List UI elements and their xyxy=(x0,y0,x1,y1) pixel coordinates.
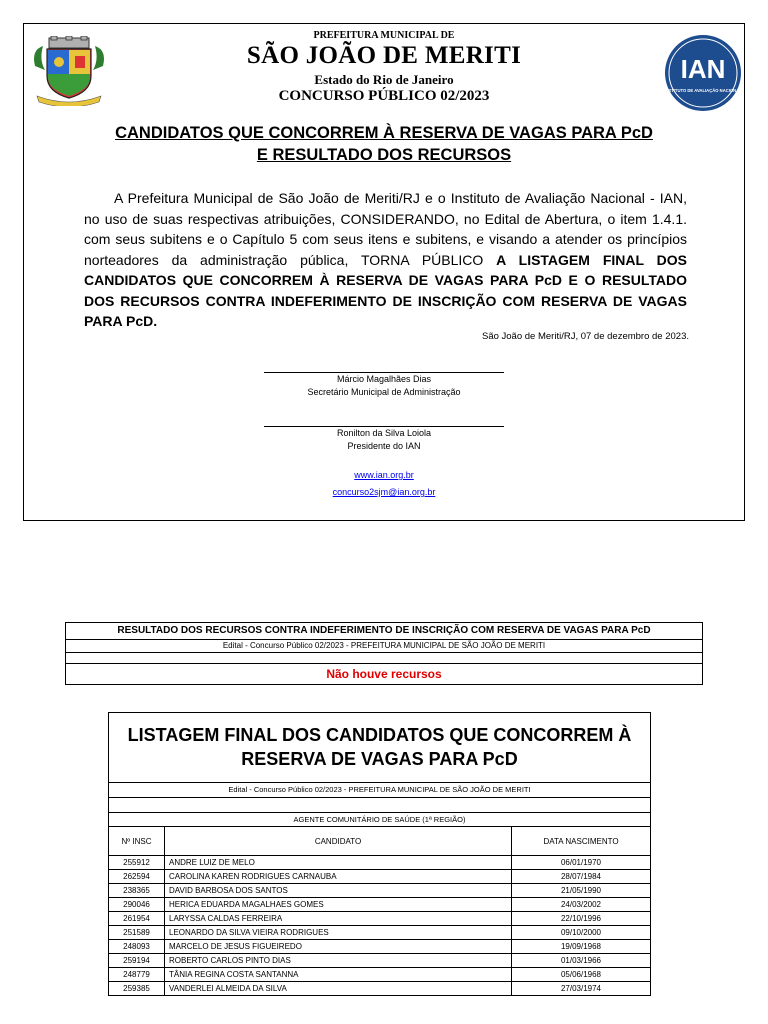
table-row xyxy=(109,926,650,940)
title-line-2: E RESULTADO DOS RECURSOS xyxy=(256,146,512,164)
cell-birth: 05/06/1968 xyxy=(512,968,651,982)
prefeitura-label: PREFEITURA MUNICIPAL DE xyxy=(313,30,455,41)
cell-birth: 22/10/1996 xyxy=(512,912,651,926)
table-row xyxy=(109,856,650,870)
title-line-1: CANDIDATOS QUE CONCORREM À RESERVA DE VAGAS PARA PcD xyxy=(115,124,653,142)
list-title-line-2: RESERVA DE VAGAS PARA PcD xyxy=(241,749,518,769)
table-row xyxy=(109,968,650,982)
document-title xyxy=(24,122,744,166)
announcement-paragraph xyxy=(84,188,687,332)
cell-birth: 27/03/1974 xyxy=(560,984,602,993)
list-edital: Edital - Concurso Público 02/2023 - PREFEITURA MUNICIPAL DE SÃO JOÃO DE MERITI xyxy=(109,783,650,798)
cell-candidate: ANDRE LUIZ DE MELO xyxy=(165,856,512,870)
recursos-title: RESULTADO DOS RECURSOS CONTRA INDEFERIMENTO DE INSCRIÇÃO COM RESERVA DE VAGAS PARA PcD xyxy=(66,623,702,640)
cell-insc: 248093 xyxy=(109,940,165,954)
table-row xyxy=(109,912,650,926)
signatory-name: Márcio Magalhães Dias xyxy=(336,374,432,384)
signatory-role: Secretário Municipal de Administração xyxy=(307,387,461,397)
table-row xyxy=(109,898,650,912)
ian-logo-text: IAN xyxy=(680,54,726,84)
paragraph-bold-text: A LISTAGEM FINAL DOS CANDIDATOS QUE CONCORREM À RESERVA DE VAGAS PARA PcD E O RESULTADO DOS RECURSOS CONTRA INDEFERIMENTO DE INSCRIÇÃO COM RESERVA DE VAGAS PARA PcD. xyxy=(84,251,687,329)
cell-birth: 01/03/1966 xyxy=(512,954,651,968)
cell-candidate: LARYSSA CALDAS FERREIRA xyxy=(165,912,512,926)
signature-block-secretary xyxy=(24,372,744,399)
cell-candidate: LEONARDO DA SILVA VIEIRA RODRIGUES xyxy=(165,926,512,940)
cell-insc: 290046 xyxy=(109,898,165,912)
cell-candidate: ROBERTO CARLOS PINTO DIAS xyxy=(165,954,512,968)
signatory-role: Presidente do IAN xyxy=(347,441,421,451)
ian-logo-subtext: INSTITUTO DE AVALIAÇÃO NACIONAL xyxy=(664,88,742,93)
cell-birth: 19/09/1968 xyxy=(512,940,651,954)
recursos-spacer xyxy=(66,653,702,664)
city-name: SÃO JOÃO DE MERITI xyxy=(246,42,522,69)
signature-block-president xyxy=(24,426,744,453)
document-date: São João de Meriti/RJ, 07 de dezembro de 2023. xyxy=(481,331,689,342)
table-header-row xyxy=(109,827,650,856)
cell-candidate: DAVID BARBOSA DOS SANTOS xyxy=(165,884,512,898)
cell-insc: 259194 xyxy=(109,954,165,968)
table-row xyxy=(109,884,650,898)
cell-birth: 28/07/1984 xyxy=(512,870,651,884)
cell-insc: 262594 xyxy=(109,870,165,884)
list-title xyxy=(109,713,650,783)
column-header-insc: Nº INSC xyxy=(109,827,165,856)
cell-birth: 06/01/1970 xyxy=(512,856,651,870)
table-row xyxy=(109,940,650,954)
header-box xyxy=(23,23,745,521)
candidates-table xyxy=(109,827,650,995)
website-link[interactable]: www.ian.org.br xyxy=(354,470,414,480)
cell-insc: 248779 xyxy=(109,968,165,982)
cell-birth: 24/03/2002 xyxy=(512,898,651,912)
cell-candidate: HERICA EDUARDA MAGALHAES GOMES xyxy=(165,898,512,912)
email-link-row xyxy=(24,487,744,497)
email-link[interactable]: concurso2sjm@ian.org.br xyxy=(332,487,436,497)
website-link-row xyxy=(24,470,744,480)
signatory-name: Ronilton da Silva Loiola xyxy=(336,428,432,438)
contest-title: CONCURSO PÚBLICO 02/2023 xyxy=(278,88,490,104)
cell-candidate: TÂNIA REGINA COSTA SANTANNA xyxy=(165,968,512,982)
cell-insc: 238365 xyxy=(109,884,165,898)
cell-candidate: MARCELO DE JESUS FIGUEIREDO xyxy=(165,940,512,954)
cell-insc: 251589 xyxy=(109,926,165,940)
column-header-birth: DATA NASCIMENTO xyxy=(512,827,651,856)
list-spacer xyxy=(109,798,650,813)
recursos-edital: Edital - Concurso Público 02/2023 - PREFEITURA MUNICIPAL DE SÃO JOÃO DE MERITI xyxy=(66,640,702,653)
cell-candidate: VANDERLEI ALMEIDA DA SILVA xyxy=(165,982,512,996)
list-cargo: AGENTE COMUNITÁRIO DE SAÚDE (1ª REGIÃO) xyxy=(109,813,650,827)
ian-logo-icon xyxy=(664,34,742,112)
state-name: Estado do Rio de Janeiro xyxy=(314,72,454,87)
candidates-list-box xyxy=(108,712,651,996)
table-row xyxy=(109,982,650,996)
cell-birth: 09/10/2000 xyxy=(512,926,651,940)
cell-candidate: CAROLINA KAREN RODRIGUES CARNAUBA xyxy=(165,870,512,884)
paragraph-normal-text: A Prefeitura Municipal de São João de Meriti/RJ e o Instituto de Avaliação Nacional - IAN, no uso de suas respectivas atribuições, CONSIDERANDO, no Edital de Abertura, o item 1.4.1. com seus subitens e o Capítulo 5 com seus itens e subitens, e visando a atender os princípios norteadores da administração pública, TORNA PÚBLICO xyxy=(84,190,687,268)
cell-insc: 255912 xyxy=(109,856,165,870)
cell-insc: 259385 xyxy=(109,982,165,996)
cell-insc: 261954 xyxy=(109,912,165,926)
table-row xyxy=(109,870,650,884)
list-title-line-1: LISTAGEM FINAL DOS CANDIDATOS QUE CONCORREM À xyxy=(127,725,632,745)
recursos-result-box xyxy=(65,622,703,685)
column-header-candidate: CANDIDATO xyxy=(165,827,512,856)
table-row xyxy=(109,954,650,968)
recursos-result: Não houve recursos xyxy=(326,667,442,681)
cell-birth: 21/05/1990 xyxy=(512,884,651,898)
